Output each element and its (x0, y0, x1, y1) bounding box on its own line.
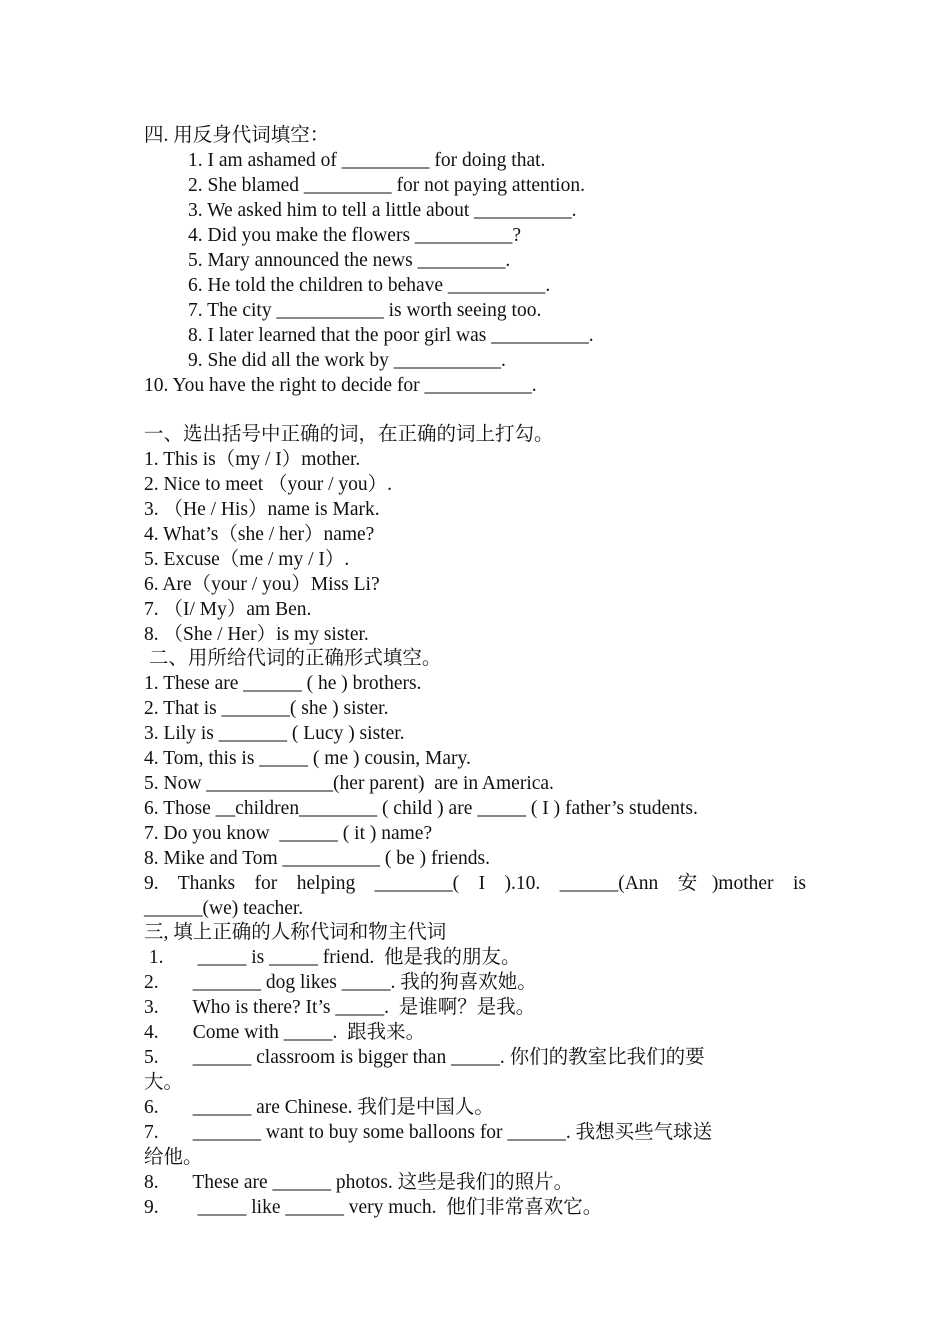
section1-item: 7. （I/ My）am Ben. (144, 599, 312, 620)
section4-item: 1. I am ashamed of _________ for doing that. (188, 150, 546, 171)
section4-item: 6. He told the children to behave __________. (188, 275, 551, 296)
section3-item: 7. _______ want to buy some balloons for ______. 我想买些气球送 (144, 1122, 713, 1143)
section3-item: 9. _____ like ______ very much. 他们非常喜欢它。 (144, 1197, 603, 1218)
section2-item: 4. Tom, this is _____ ( me ) cousin, Mary. (144, 748, 471, 769)
section3-item: 5. ______ classroom is bigger than _____. 你们的教室比我们的要 (144, 1047, 705, 1068)
section3-item: 1. _____ is _____ friend. 他是我的朋友。 (144, 947, 521, 968)
section2-item: 7. Do you know ______ ( it ) name? (144, 823, 433, 844)
section3-heading: 三, 填上正确的人称代词和物主代词 (144, 922, 447, 943)
section3-item-continuation: 大。 (144, 1072, 184, 1093)
section1-item: 4. What’s（she / her）name? (144, 524, 375, 545)
section2-item: 8. Mike and Tom __________ ( be ) friends. (144, 848, 490, 869)
section2-item: 1. These are ______ ( he ) brothers. (144, 673, 422, 694)
section1-heading: 一、选出括号中正确的词，在正确的词上打勾。 (144, 424, 554, 445)
section2-item: 9. Thanks for helping ________( I ).10. ______(Ann 安 )mother is (144, 873, 806, 894)
section4-item: 8. I later learned that the poor girl was __________. (188, 325, 594, 346)
section4-item: 3. We asked him to tell a little about __________. (188, 200, 577, 221)
section1-item: 6. Are（your / you）Miss Li? (144, 574, 380, 595)
section1-item: 1. This is（my / I）mother. (144, 449, 361, 470)
section1-item: 8. （She / Her）is my sister. (144, 624, 369, 645)
section2-item: 6. Those __children________ ( child ) are _____ ( I ) father’s students. (144, 798, 698, 819)
section4-item: 4. Did you make the flowers __________? (188, 225, 522, 246)
section4-item: 2. She blamed _________ for not paying attention. (188, 175, 585, 196)
section1-item: 2. Nice to meet （your / you）. (144, 474, 393, 495)
section2-item: 5. Now _____________(her parent) are in America. (144, 773, 554, 794)
section3-item: 6. ______ are Chinese. 我们是中国人。 (144, 1097, 494, 1118)
section2-item: 3. Lily is _______ ( Lucy ) sister. (144, 723, 405, 744)
section4-heading: 四. 用反身代词填空： (144, 125, 330, 146)
section3-item-continuation: 给他。 (144, 1147, 203, 1168)
section4-item: 5. Mary announced the news _________. (188, 250, 511, 271)
section2-heading: 二、用所给代词的正确形式填空。 (144, 648, 442, 669)
section2-item: 2. That is _______( she ) sister. (144, 698, 389, 719)
section3-item: 8. These are ______ photos. 这些是我们的照片。 (144, 1172, 574, 1193)
section3-item: 4. Come with _____. 跟我来。 (144, 1022, 426, 1043)
section1-item: 5. Excuse（me / my / I）. (144, 549, 350, 570)
section4-item: 9. She did all the work by ___________. (188, 350, 506, 371)
section2-item-continuation: ______(we) teacher. (144, 898, 304, 919)
section4-item: 7. The city ___________ is worth seeing too. (188, 300, 542, 321)
section1-item: 3. （He / His）name is Mark. (144, 499, 380, 520)
section3-item: 3. Who is there? It’s _____. 是谁啊？是我。 (144, 997, 536, 1018)
section3-item: 2. _______ dog likes _____. 我的狗喜欢她。 (144, 972, 537, 993)
section4-item: 10. You have the right to decide for ___________. (144, 375, 537, 396)
